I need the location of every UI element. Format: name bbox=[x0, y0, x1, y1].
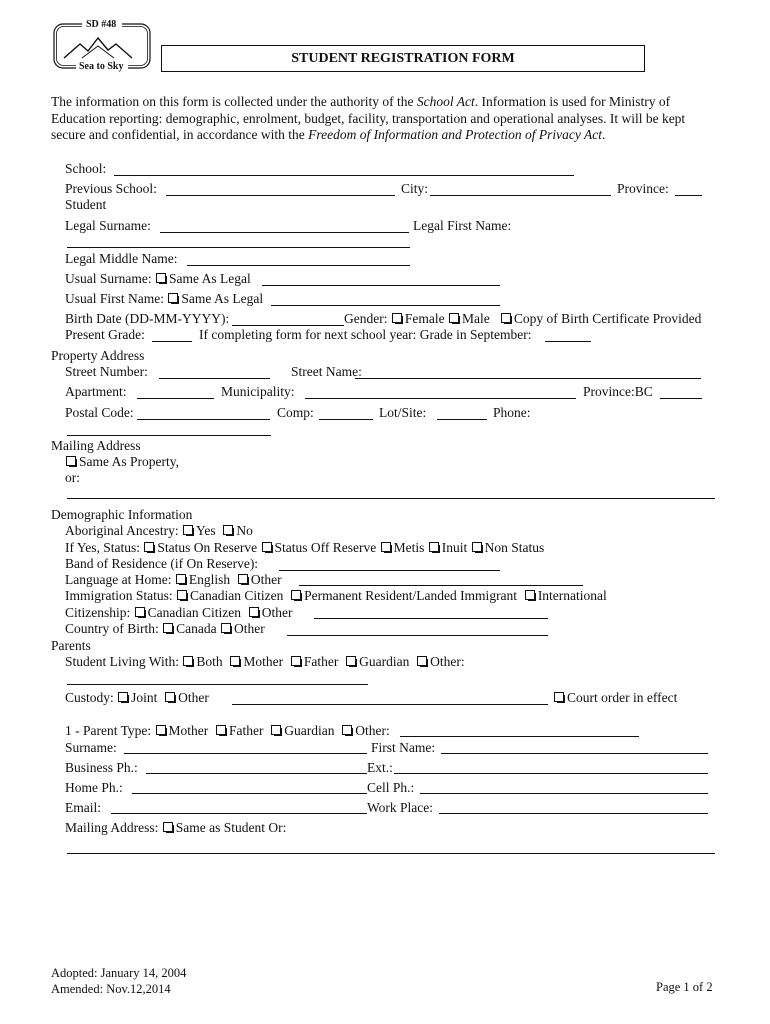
same-as-legal-checkbox[interactable] bbox=[156, 273, 166, 283]
off-reserve-label: Status Off Reserve bbox=[274, 540, 377, 555]
international-checkbox[interactable] bbox=[525, 590, 535, 600]
citizenship-other-label: Other bbox=[261, 605, 293, 620]
status-row bbox=[65, 540, 544, 556]
living-with-label: Student Living With: bbox=[65, 654, 179, 669]
court-order-checkbox[interactable] bbox=[554, 692, 564, 702]
privacy-notice bbox=[51, 94, 721, 144]
parent-type-row bbox=[65, 723, 390, 739]
country-label: Country of Birth: bbox=[65, 621, 159, 636]
lot-site-field[interactable] bbox=[437, 419, 487, 420]
citizenship-canadian-label: Canadian Citizen bbox=[147, 605, 241, 620]
mailing-heading: Mailing Address bbox=[51, 438, 141, 453]
citizenship-other-field[interactable] bbox=[314, 618, 548, 619]
parent-father-checkbox[interactable] bbox=[216, 725, 226, 735]
parent-first-name-label: First Name: bbox=[371, 740, 436, 755]
usual-surname-row bbox=[65, 271, 251, 287]
court-order-row bbox=[553, 690, 677, 706]
notice-text-1: The information on this form is collected under the authority of the bbox=[51, 94, 417, 109]
city-label: City: bbox=[401, 181, 429, 196]
living-mother-checkbox[interactable] bbox=[230, 656, 240, 666]
language-other-label: Other bbox=[250, 572, 282, 587]
aboriginal-yes-label: Yes bbox=[195, 523, 216, 538]
same-as-student-label: Same as Student Or: bbox=[175, 820, 287, 835]
page-number: Page 1 of 2 bbox=[656, 980, 713, 994]
parent-surname-label: Surname: bbox=[65, 740, 117, 755]
home-phone-field[interactable] bbox=[132, 793, 367, 794]
municipality-label: Municipality: bbox=[221, 384, 295, 399]
same-as-legal-first-checkbox[interactable] bbox=[168, 293, 178, 303]
language-other-field[interactable] bbox=[299, 585, 583, 586]
city-field[interactable] bbox=[430, 195, 611, 196]
language-row bbox=[65, 572, 282, 588]
present-grade-field[interactable] bbox=[152, 341, 192, 342]
female-checkbox[interactable] bbox=[392, 313, 402, 323]
street-name-label: Street Name: bbox=[291, 364, 362, 379]
canada-label: Canada bbox=[176, 621, 217, 636]
male-checkbox[interactable] bbox=[449, 313, 459, 323]
parent-other-field[interactable] bbox=[400, 736, 639, 737]
adopted-date: Adopted: January 14, 2004 bbox=[51, 966, 187, 980]
parent-mailing-label: Mailing Address: bbox=[65, 820, 159, 835]
aboriginal-row bbox=[65, 523, 253, 539]
same-as-student-checkbox[interactable] bbox=[163, 822, 173, 832]
citizenship-label: Citizenship: bbox=[65, 605, 131, 620]
living-both-label: Both bbox=[196, 654, 223, 669]
living-both-checkbox[interactable] bbox=[183, 656, 193, 666]
canadian-citizen-checkbox[interactable] bbox=[177, 590, 187, 600]
off-reserve-checkbox[interactable] bbox=[262, 542, 272, 552]
municipality-field[interactable] bbox=[305, 398, 576, 399]
comp-label: Comp: bbox=[277, 405, 314, 420]
parents-heading: Parents bbox=[51, 638, 91, 653]
work-place-field[interactable] bbox=[439, 813, 708, 814]
female-label: Female bbox=[404, 311, 445, 326]
aboriginal-yes-checkbox[interactable] bbox=[183, 525, 193, 535]
custody-label: Custody: bbox=[65, 690, 114, 705]
custody-row bbox=[65, 690, 209, 706]
inuit-label: Inuit bbox=[441, 540, 468, 555]
phone-label: Phone: bbox=[493, 405, 531, 420]
student-heading: Student bbox=[65, 197, 107, 212]
inuit-checkbox[interactable] bbox=[429, 542, 439, 552]
aboriginal-no-label: No bbox=[236, 523, 253, 538]
cell-phone-field[interactable] bbox=[420, 793, 708, 794]
canada-checkbox[interactable] bbox=[163, 623, 173, 633]
form-title: STUDENT REGISTRATION FORM bbox=[161, 45, 645, 72]
band-field[interactable] bbox=[279, 570, 500, 571]
same-as-property-checkbox[interactable] bbox=[66, 456, 76, 466]
previous-school-field[interactable] bbox=[166, 195, 395, 196]
custody-joint-checkbox[interactable] bbox=[118, 692, 128, 702]
parent-mother-checkbox[interactable] bbox=[156, 725, 166, 735]
parent-surname-field[interactable] bbox=[124, 753, 367, 754]
custody-other-field[interactable] bbox=[232, 704, 548, 705]
parent-guardian-checkbox[interactable] bbox=[271, 725, 281, 735]
comp-field[interactable] bbox=[319, 419, 373, 420]
living-other-field[interactable] bbox=[67, 684, 368, 685]
immigration-row bbox=[65, 588, 607, 604]
birth-date-label: Birth Date (DD-MM-YYYY): bbox=[65, 311, 230, 326]
living-mother-label: Mother bbox=[243, 654, 284, 669]
property-heading: Property Address bbox=[51, 348, 145, 363]
citizenship-row bbox=[65, 605, 292, 621]
mailing-address-field[interactable] bbox=[67, 498, 715, 499]
property-province-field[interactable] bbox=[660, 398, 702, 399]
street-name-field[interactable] bbox=[355, 378, 701, 379]
apartment-field[interactable] bbox=[137, 398, 214, 399]
usual-surname-field[interactable] bbox=[262, 285, 500, 286]
country-other-label: Other bbox=[233, 621, 265, 636]
permanent-resident-label: Permanent Resident/Landed Immigrant bbox=[304, 588, 518, 603]
same-as-legal-first-label: Same As Legal bbox=[181, 291, 264, 306]
gender-label: Gender: bbox=[344, 311, 388, 326]
parent-mailing-row bbox=[65, 820, 286, 836]
mailing-or-label: or: bbox=[65, 470, 80, 485]
province-bc-label: Province:BC bbox=[583, 384, 653, 399]
living-father-checkbox[interactable] bbox=[291, 656, 301, 666]
same-as-legal-label: Same As Legal bbox=[169, 271, 251, 286]
country-other-field[interactable] bbox=[287, 635, 548, 636]
metis-checkbox[interactable] bbox=[381, 542, 391, 552]
school-act: School Act bbox=[416, 94, 475, 109]
parent-mailing-field[interactable] bbox=[67, 853, 715, 854]
school-label: School: bbox=[65, 161, 107, 176]
sd48-logo bbox=[52, 18, 152, 74]
logo-code: SD #48 bbox=[86, 19, 117, 30]
legal-surname-field[interactable] bbox=[160, 232, 409, 233]
male-label: Male bbox=[461, 311, 490, 326]
living-other-label: Other: bbox=[430, 654, 465, 669]
home-phone-label: Home Ph.: bbox=[65, 780, 123, 795]
previous-school-label: Previous School: bbox=[65, 181, 157, 196]
business-phone-field[interactable] bbox=[146, 773, 367, 774]
school-field[interactable] bbox=[114, 175, 574, 176]
on-reserve-label: Status On Reserve bbox=[157, 540, 258, 555]
international-label: International bbox=[537, 588, 607, 603]
citizenship-canadian-checkbox[interactable] bbox=[135, 607, 145, 617]
status-label: If Yes, Status: bbox=[65, 540, 141, 555]
apartment-label: Apartment: bbox=[65, 384, 127, 399]
postal-code-label: Postal Code: bbox=[65, 405, 134, 420]
legal-first-label: Legal First Name: bbox=[413, 218, 512, 233]
non-status-label: Non Status bbox=[484, 540, 545, 555]
parent-guardian-label: Guardian bbox=[284, 723, 335, 738]
usual-first-field[interactable] bbox=[271, 305, 500, 306]
foi-act: Freedom of Information and Protection of Privacy Act bbox=[308, 127, 602, 142]
next-year-grade-field[interactable] bbox=[545, 341, 591, 342]
living-father-label: Father bbox=[303, 654, 339, 669]
email-field[interactable] bbox=[111, 813, 367, 814]
work-place-label: Work Place: bbox=[367, 800, 434, 815]
custody-other-label: Other bbox=[178, 690, 209, 705]
logo-tagline: Sea to Sky bbox=[79, 61, 124, 72]
language-label: Language at Home: bbox=[65, 572, 172, 587]
parent-first-name-field[interactable] bbox=[441, 753, 708, 754]
legal-middle-label: Legal Middle Name: bbox=[65, 251, 178, 266]
usual-surname-label: Usual Surname: bbox=[65, 271, 152, 286]
legal-surname-label: Legal Surname: bbox=[65, 218, 151, 233]
legal-middle-field[interactable] bbox=[187, 265, 410, 266]
next-year-grade-label: If completing form for next school year: Grade in September: bbox=[199, 327, 532, 342]
cell-phone-label: Cell Ph.: bbox=[367, 780, 415, 795]
non-status-checkbox[interactable] bbox=[472, 542, 482, 552]
usual-first-label: Usual First Name: bbox=[65, 291, 164, 306]
permanent-resident-checkbox[interactable] bbox=[291, 590, 301, 600]
birth-cert-checkbox[interactable] bbox=[501, 313, 511, 323]
parent-mother-label: Mother bbox=[168, 723, 209, 738]
same-as-property-row bbox=[65, 454, 179, 470]
living-with-row bbox=[65, 654, 465, 670]
custody-joint-label: Joint bbox=[131, 690, 158, 705]
notice-text-3: . bbox=[601, 127, 606, 142]
ext-field[interactable] bbox=[394, 773, 708, 774]
usual-first-row bbox=[65, 291, 263, 307]
court-order-label: Court order in effect bbox=[567, 690, 678, 705]
street-number-label: Street Number: bbox=[65, 364, 148, 379]
aboriginal-no-checkbox[interactable] bbox=[223, 525, 233, 535]
province-label: Province: bbox=[617, 181, 669, 196]
ext-label: Ext.: bbox=[367, 760, 393, 775]
english-label: English bbox=[188, 572, 231, 587]
street-number-field[interactable] bbox=[159, 378, 270, 379]
parent-other-label: Other: bbox=[355, 723, 390, 738]
same-as-property-label: Same As Property, bbox=[79, 454, 179, 469]
parent-other-checkbox[interactable] bbox=[342, 725, 352, 735]
living-guardian-label: Guardian bbox=[359, 654, 410, 669]
notice-text-2: . Information is used for Ministry of Education reporting: demographic, enrolment, budget, facility, transportation and operational analyses. It will be kept secure and confidential, in accordance with the bbox=[51, 94, 686, 142]
aboriginal-label: Aboriginal Ancestry: bbox=[65, 523, 179, 538]
english-checkbox[interactable] bbox=[176, 574, 186, 584]
legal-first-field[interactable] bbox=[67, 247, 410, 248]
on-reserve-checkbox[interactable] bbox=[144, 542, 154, 552]
birth-cert-label: Copy of Birth Certificate Provided bbox=[513, 311, 702, 326]
band-label: Band of Residence (if On Reserve): bbox=[65, 556, 259, 571]
phone-field[interactable] bbox=[67, 435, 271, 436]
amended-date: Amended: Nov.12,2014 bbox=[51, 982, 171, 996]
custody-other-checkbox[interactable] bbox=[165, 692, 175, 702]
language-other-checkbox[interactable] bbox=[238, 574, 248, 584]
province-field[interactable] bbox=[675, 195, 702, 196]
living-other-checkbox[interactable] bbox=[417, 656, 427, 666]
present-grade-label: Present Grade: bbox=[65, 327, 145, 342]
lot-site-label: Lot/Site: bbox=[379, 405, 427, 420]
living-guardian-checkbox[interactable] bbox=[346, 656, 356, 666]
postal-code-field[interactable] bbox=[137, 419, 270, 420]
demographic-heading: Demographic Information bbox=[51, 507, 193, 522]
country-row bbox=[65, 621, 265, 637]
canadian-citizen-label: Canadian Citizen bbox=[190, 588, 284, 603]
immigration-label: Immigration Status: bbox=[65, 588, 173, 603]
country-other-checkbox[interactable] bbox=[221, 623, 231, 633]
parent-father-label: Father bbox=[229, 723, 264, 738]
birth-date-field[interactable] bbox=[232, 325, 344, 326]
citizenship-other-checkbox[interactable] bbox=[249, 607, 259, 617]
gender-row bbox=[344, 311, 701, 327]
metis-label: Metis bbox=[393, 540, 425, 555]
business-phone-label: Business Ph.: bbox=[65, 760, 138, 775]
parent-type-label: 1 - Parent Type: bbox=[65, 723, 152, 738]
email-label: Email: bbox=[65, 800, 101, 815]
